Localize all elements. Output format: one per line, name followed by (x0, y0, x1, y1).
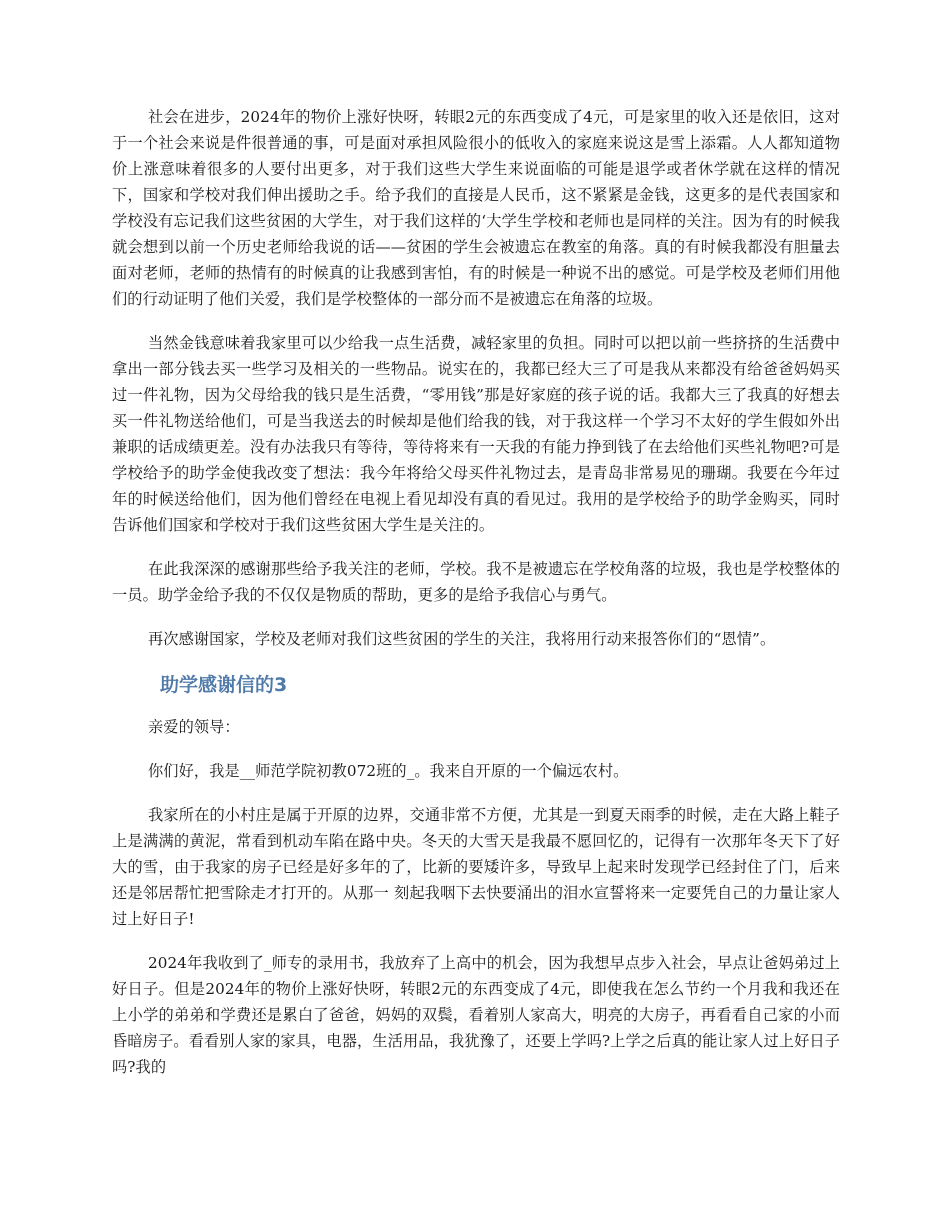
body-paragraph: 当然金钱意味着我家里可以少给我一点生活费，减轻家里的负担。同时可以把以前一些挤挤的生活费中拿出一部分钱去买一些学习及相关的一些物品。说实在的，我都已经大三了可是我从来都没有给爸爸妈妈买过一件礼物，因为父母给我的钱只是生活费，“零用钱”那是好家庭的孩子说的话。我都大三了我真的好想去买一件礼物送给他们，可是当我送去的时候却是他们给我的钱，对于我这样一个学习不太好的学生假如外出兼职的话成绩更差。没有办法我只有等待，等待将来有一天我的有能力挣到钱了在去给他们买些礼物吧?可是学校给予的助学金使我改变了想法：我今年将给父母买件礼物过去，是青岛非常易见的珊瑚。我要在今年过年的时候送给他们，因为他们曾经在电视上看见却没有真的看见过。我用的是学校给予的助学金购买，同时告诉他们国家和学校对于我们这些贫困大学生是关注的。 (112, 334, 840, 534)
body-paragraph: 再次感谢国家，学校及老师对我们这些贫困的学生的关注，我将用行动来报答你们的“恩情”。 (148, 630, 776, 648)
body-paragraph: 你们好，我是__师范学院初教072班的_。我来自开原的一个偏远农村。 (148, 762, 629, 780)
body-paragraph: 在此我深深的感谢那些给予我关注的老师，学校。我不是被遗忘在学校角落的垃圾，我也是学校整体的一员。助学金给予我的不仅仅是物质的帮助，更多的是给予我信心与勇气。 (112, 560, 840, 604)
document-page (112, 104, 840, 1098)
section-heading: 助学感谢信的3 (160, 674, 288, 696)
body-paragraph: 社会在进步，2024年的物价上涨好快呀，转眼2元的东西变成了4元，可是家里的收入还是依旧，这对于一个社会来说是件很普通的事，可是面对承担风险很小的低收入的家庭来说这是雪上添霜。人人都知道物价上涨意味着很多的人要付出更多，对于我们这些大学生来说面临的可能是退学或者休学就在这样的情况下，国家和学校对我们伸出援助之手。给予我们的直接是人民币，这不紧紧是金钱，这更多的是代表国家和学校没有忘记我们这些贫困的大学生，对于我们这样的‘大学生学校和老师也是同样的关注。因为有的时候我就会想到以前一个历史老师给我说的话——贫困的学生会被遗忘在教室的角落。真的有时候我都没有胆量去面对老师，老师的热情有的时候真的让我感到害怕，有的时候是一种说不出的感觉。可是学校及老师们用他们的行动证明了他们关爱，我们是学校整体的一部分而不是被遗忘在角落的垃圾。 (112, 108, 840, 308)
body-paragraph: 我家所在的小村庄是属于开原的边界，交通非常不方便，尤其是一到夏天雨季的时候，走在大路上鞋子上是满满的黄泥，常看到机动车陷在路中央。冬天的大雪天是我最不愿回忆的，记得有一次那年冬天下了好大的雪，由于我家的房子已经是好多年的了，比新的要矮许多，导致早上起来时发现学已经封住了门，后来还是邻居帮忙把雪除走才打开的。从那一 刻起我咽下去快要涌出的泪水宣誓将来一定要凭自己的力量让家人过上好日子! (112, 806, 840, 928)
body-paragraph: 2024年我收到了_师专的录用书，我放弃了上高中的机会，因为我想早点步入社会，早点让爸妈弟过上好日子。但是2024年的物价上涨好快呀，转眼2元的东西变成了4元，即使我在怎么节约一个月我和我还在上小学的弟弟和学费还是累白了爸爸，妈妈的双鬓，看着别人家高大，明亮的大房子，再看看自己家的小而昏暗房子。看看别人家的家具，电器，生活用品，我犹豫了，还要上学吗?上学之后真的能让家人过上好日子吗?我的 (112, 954, 840, 1076)
salutation: 亲爱的领导： (148, 718, 240, 736)
